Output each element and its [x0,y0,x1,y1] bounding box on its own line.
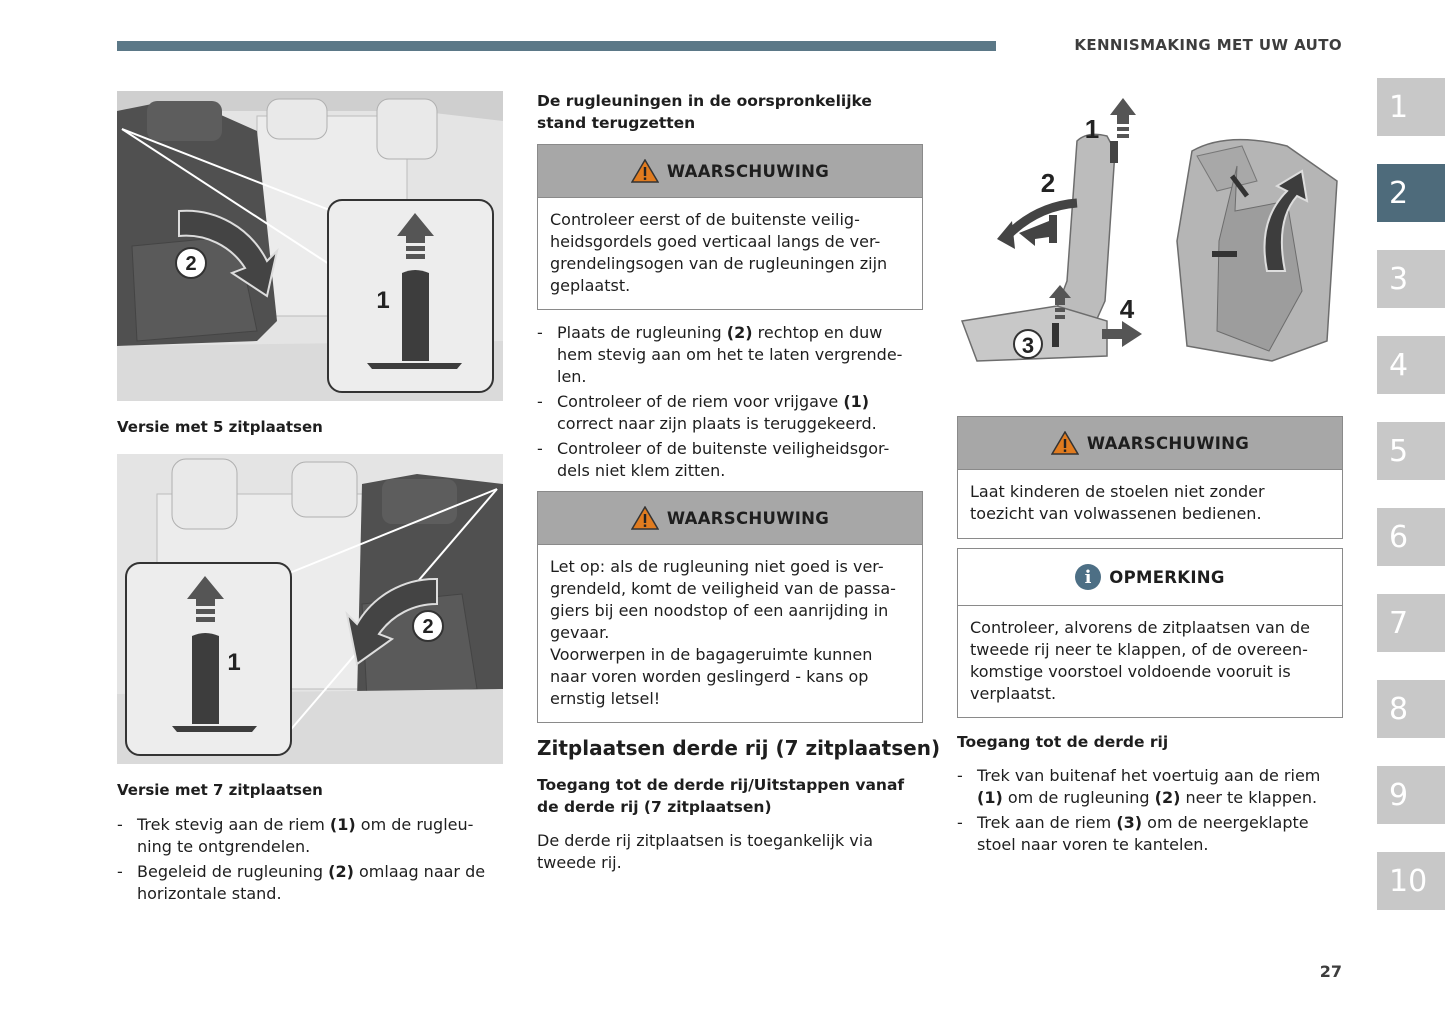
access-heading: Toegang tot de derde rij [957,733,1169,751]
third-row-seat-illustration [957,91,1343,391]
warning-box [537,144,923,310]
warning-title: WAARSCHUWING [666,508,830,528]
warning-icon [631,159,659,183]
warning-line: Let op: als de rugleuning niet goed is ver- grendeld, komt de veiligheid van de passa- giers bij een noodstop of een aanrijding in gevaar. [550,557,896,642]
callout-1: 1 [227,649,241,676]
seat-5-illustration [117,91,503,401]
warning-header [958,417,1342,470]
header-rule [117,41,996,51]
note-header [958,549,1342,606]
warning-header [538,145,922,198]
tab-9[interactable]: 9 [1377,766,1445,824]
warning-title: WAARSCHUWING [1086,433,1250,453]
caption-7-seats: Versie met 7 zitplaatsen [117,781,323,799]
restore-heading: De rugleuningen in de oorspronkelijke stand terugzetten [537,92,872,132]
tab-1[interactable]: 1 [1377,78,1445,136]
warning-title: WAARSCHUWING [666,161,830,181]
caption-5-seats: Versie met 5 zitplaatsen [117,418,323,436]
list-item: - Trek stevig aan de riem (1) om de rugleu- ning te ontgrendelen. [117,814,503,858]
col2-steps [537,322,923,485]
tab-5[interactable]: 5 [1377,422,1445,480]
list-item: - Trek van buitenaf het voertuig aan de riem (1) om de rugleuning (2) neer te klappen. [957,765,1343,809]
warning-line: Voorwerpen in de bagageruimte kunnen naar voren worden geslingerd - kans op ernstig letsel! [550,645,873,708]
note-box [957,548,1343,718]
callout-2: 2 [422,616,434,638]
warning-box [537,491,923,723]
page-number: 27 [1319,962,1342,981]
list-item: - Plaats de rugleuning (2) rechtop en duw hem stevig aan om het te laten vergrende- len. [537,322,923,388]
col3-steps [957,765,1343,859]
warning-box [957,416,1343,539]
tab-6[interactable]: 6 [1377,508,1445,566]
third-row-heading: Zitplaatsen derde rij (7 zitplaatsen) [537,736,941,760]
tab-8[interactable]: 8 [1377,680,1445,738]
callout-3: 3 [1021,333,1035,358]
list-item: - Controleer of de buitenste veiligheidsgor- dels niet klem zitten. [537,438,923,482]
col1-steps [117,814,503,908]
callout-2: 2 [1040,168,1056,198]
note-title: OPMERKING [1109,567,1225,587]
list-item: - Trek aan de riem (3) om de neergeklapte stoel naar voren te kantelen. [957,812,1343,856]
info-icon: i [1075,564,1101,590]
warning-icon [631,506,659,530]
callout-4: 4 [1119,294,1135,324]
section-title: KENNISMAKING MET UW AUTO [1074,36,1342,54]
warning-text: Controleer eerst of de buitenste veilig- heidsgordels goed verticaal langs de ver- grendelingsogen van de rugleuningen zijn geplaatst. [550,210,888,295]
third-row-subheading: Toegang tot de derde rij/Uitstappen vanaf de derde rij (7 zitplaatsen) [537,776,905,816]
callout-1: 1 [376,287,390,314]
note-text: Controleer, alvorens de zitplaatsen van de tweede rij neer te klappen, of de overeen- komstige voorstoel voldoende vooruit is verplaatst. [970,618,1311,703]
seat-7-illustration [117,454,503,764]
callout-1: 1 [1084,114,1100,144]
warning-text: Laat kinderen de stoelen niet zonder toezicht van volwassenen bedienen. [970,482,1265,523]
warning-icon [1051,431,1079,455]
third-row-paragraph: De derde rij zitplaatsen is toegankelijk via tweede rij. [537,831,874,872]
warning-header [538,492,922,545]
callout-2: 2 [185,253,197,275]
warning-text [538,545,922,720]
list-item: - Controleer of de riem voor vrijgave (1) correct naar zijn plaats is teruggekeerd. [537,391,923,435]
tab-10[interactable]: 10 [1377,852,1445,910]
tab-4[interactable]: 4 [1377,336,1445,394]
list-item: - Begeleid de rugleuning (2) omlaag naar de horizontale stand. [117,861,503,905]
tab-7[interactable]: 7 [1377,594,1445,652]
tab-2[interactable]: 2 [1377,164,1445,222]
tab-3[interactable]: 3 [1377,250,1445,308]
